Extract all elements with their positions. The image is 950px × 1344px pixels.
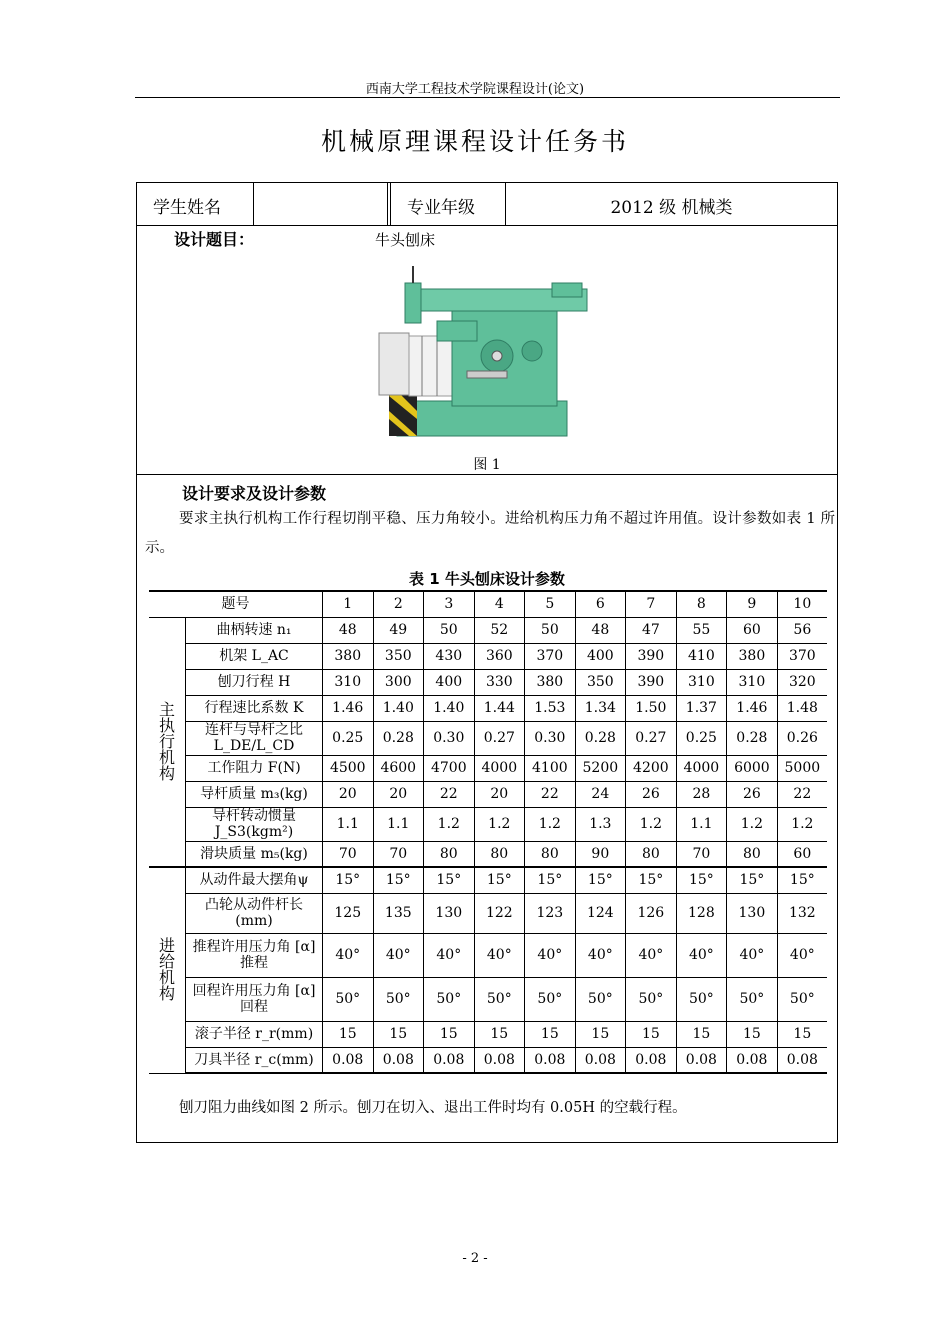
major-label: 专业年级 xyxy=(407,198,475,218)
parameter-value: 15° xyxy=(373,867,424,893)
parameter-value: 1.2 xyxy=(474,807,525,841)
parameter-value: 15 xyxy=(676,1021,727,1047)
table-row xyxy=(149,867,827,893)
parameter-value: 24 xyxy=(575,781,626,807)
parameter-label: 刀具半径 r_c(mm) xyxy=(186,1047,323,1073)
parameter-value: 1.44 xyxy=(474,695,525,721)
parameter-value: 390 xyxy=(626,669,677,695)
parameter-value: 48 xyxy=(575,617,626,643)
parameter-value: 0.08 xyxy=(474,1047,525,1073)
parameter-value: 1.34 xyxy=(575,695,626,721)
parameter-value: 52 xyxy=(474,617,525,643)
parameter-value: 49 xyxy=(373,617,424,643)
parameter-value: 6000 xyxy=(727,755,778,781)
table-row xyxy=(149,893,827,933)
parameter-value: 0.08 xyxy=(424,1047,475,1073)
parameter-value: 50° xyxy=(727,977,778,1021)
parameter-value: 15° xyxy=(575,867,626,893)
table-column-header: 5 xyxy=(525,591,576,617)
parameter-value: 380 xyxy=(525,669,576,695)
parameter-label: 行程速比系数 K xyxy=(186,695,323,721)
parameter-value: 40° xyxy=(424,933,475,977)
parameter-value: 1.1 xyxy=(373,807,424,841)
table-column-header: 1 xyxy=(323,591,374,617)
parameter-value: 50° xyxy=(323,977,374,1021)
parameter-value: 0.08 xyxy=(777,1047,827,1073)
table-column-header: 8 xyxy=(676,591,727,617)
parameter-value: 0.08 xyxy=(575,1047,626,1073)
parameter-value: 122 xyxy=(474,893,525,933)
shaper-machine-image xyxy=(357,261,607,451)
parameter-value: 15 xyxy=(525,1021,576,1047)
parameter-value: 50° xyxy=(424,977,475,1021)
parameter-value: 80 xyxy=(727,841,778,867)
parameter-value: 300 xyxy=(373,669,424,695)
parameter-value: 0.25 xyxy=(676,721,727,755)
parameter-value: 50° xyxy=(575,977,626,1021)
parameter-value: 0.26 xyxy=(777,721,827,755)
parameter-value: 15 xyxy=(575,1021,626,1047)
parameter-value: 20 xyxy=(323,781,374,807)
parameter-value: 310 xyxy=(323,669,374,695)
parameter-value: 4600 xyxy=(373,755,424,781)
parameter-value: 50 xyxy=(424,617,475,643)
table-row xyxy=(149,755,827,781)
parameter-value: 1.50 xyxy=(626,695,677,721)
parameter-value: 410 xyxy=(676,643,727,669)
parameter-value: 15 xyxy=(323,1021,374,1047)
parameter-value: 70 xyxy=(676,841,727,867)
parameter-value: 0.08 xyxy=(323,1047,374,1073)
parameter-value: 0.08 xyxy=(373,1047,424,1073)
section-divider xyxy=(137,474,837,475)
parameter-value: 15° xyxy=(727,867,778,893)
parameter-value: 50° xyxy=(676,977,727,1021)
parameter-value: 4100 xyxy=(525,755,576,781)
info-divider xyxy=(387,183,388,225)
parameter-value: 15° xyxy=(777,867,827,893)
parameter-value: 370 xyxy=(777,643,827,669)
table-row xyxy=(149,841,827,867)
parameter-value: 130 xyxy=(424,893,475,933)
parameter-label: 滑块质量 m₅(kg) xyxy=(186,841,323,867)
parameter-value: 1.2 xyxy=(727,807,778,841)
parameter-value: 80 xyxy=(626,841,677,867)
design-topic-label: 设计题目： xyxy=(174,230,255,249)
table-column-header: 10 xyxy=(777,591,827,617)
table-row xyxy=(149,977,827,1021)
parameter-value: 320 xyxy=(777,669,827,695)
parameter-value: 1.46 xyxy=(323,695,374,721)
parameter-value: 0.27 xyxy=(626,721,677,755)
parameter-value: 1.1 xyxy=(323,807,374,841)
table-header-label: 题号 xyxy=(149,591,323,617)
parameter-value: 360 xyxy=(474,643,525,669)
parameter-label: 导杆质量 m₃(kg) xyxy=(186,781,323,807)
parameter-value: 60 xyxy=(727,617,778,643)
parameter-value: 390 xyxy=(626,643,677,669)
parameter-value: 330 xyxy=(474,669,525,695)
group-label: 主 执 行 机 构 xyxy=(149,617,186,867)
table-caption: 表 1 牛头刨床设计参数 xyxy=(409,570,565,588)
table-row xyxy=(149,643,827,669)
parameter-value: 430 xyxy=(424,643,475,669)
parameter-value: 40° xyxy=(525,933,576,977)
parameter-value: 15 xyxy=(727,1021,778,1047)
parameter-value: 130 xyxy=(727,893,778,933)
parameter-value: 0.27 xyxy=(474,721,525,755)
parameter-value: 0.30 xyxy=(525,721,576,755)
table-row xyxy=(149,807,827,841)
parameter-label: 凸轮从动件杆长 (mm) xyxy=(186,893,323,933)
parameter-label: 连杆与导杆之比 L_DE/L_CD xyxy=(186,721,323,755)
parameter-value: 70 xyxy=(373,841,424,867)
parameter-value: 22 xyxy=(525,781,576,807)
parameter-value: 1.46 xyxy=(727,695,778,721)
parameter-value: 310 xyxy=(727,669,778,695)
parameter-value: 1.2 xyxy=(626,807,677,841)
parameter-value: 1.3 xyxy=(575,807,626,841)
parameter-value: 40° xyxy=(323,933,374,977)
parameter-label: 刨刀行程 H xyxy=(186,669,323,695)
requirements-title: 设计要求及设计参数 xyxy=(182,484,327,503)
parameter-value: 310 xyxy=(676,669,727,695)
parameter-label: 回程许用压力角 [α]回程 xyxy=(186,977,323,1021)
parameter-value: 50° xyxy=(373,977,424,1021)
parameter-value: 123 xyxy=(525,893,576,933)
page-number: - 2 - xyxy=(462,1251,488,1266)
parameter-value: 15° xyxy=(626,867,677,893)
parameter-value: 15 xyxy=(474,1021,525,1047)
parameter-value: 4200 xyxy=(626,755,677,781)
parameter-value: 1.40 xyxy=(373,695,424,721)
parameter-value: 132 xyxy=(777,893,827,933)
parameter-value: 1.2 xyxy=(777,807,827,841)
parameter-value: 26 xyxy=(626,781,677,807)
page-header: 西南大学工程技术学院课程设计(论文) xyxy=(365,82,585,97)
parameter-label: 曲柄转速 n₁ xyxy=(186,617,323,643)
parameter-value: 50° xyxy=(777,977,827,1021)
parameter-value: 125 xyxy=(323,893,374,933)
requirements-text: 要求主执行机构工作行程切削平稳、压力角较小。进给机构压力角不超过许用值。设计参数如表 1 所示。 xyxy=(145,511,835,556)
parameter-value: 80 xyxy=(474,841,525,867)
parameter-label: 从动件最大摆角ψ xyxy=(186,867,323,893)
parameter-value: 0.28 xyxy=(575,721,626,755)
parameter-value: 0.08 xyxy=(525,1047,576,1073)
parameter-value: 4500 xyxy=(323,755,374,781)
parameter-value: 4700 xyxy=(424,755,475,781)
parameter-value: 20 xyxy=(474,781,525,807)
student-name-label: 学生姓名 xyxy=(153,198,221,218)
parameter-value: 350 xyxy=(373,643,424,669)
parameters-table xyxy=(149,590,827,1074)
parameter-value: 128 xyxy=(676,893,727,933)
parameter-value: 40° xyxy=(575,933,626,977)
parameter-value: 0.08 xyxy=(676,1047,727,1073)
task-form xyxy=(136,182,838,1143)
table-column-header: 2 xyxy=(373,591,424,617)
parameter-value: 22 xyxy=(777,781,827,807)
parameter-value: 48 xyxy=(323,617,374,643)
parameter-value: 15 xyxy=(777,1021,827,1047)
table-column-header: 4 xyxy=(474,591,525,617)
parameter-value: 15 xyxy=(373,1021,424,1047)
parameter-value: 90 xyxy=(575,841,626,867)
header-divider xyxy=(135,97,840,98)
table-row xyxy=(149,1021,827,1047)
parameter-value: 0.28 xyxy=(727,721,778,755)
parameter-value: 80 xyxy=(525,841,576,867)
parameter-value: 0.30 xyxy=(424,721,475,755)
parameter-value: 56 xyxy=(777,617,827,643)
parameter-value: 40° xyxy=(676,933,727,977)
document-title: 机械原理课程设计任务书 xyxy=(320,127,629,156)
parameter-value: 15° xyxy=(323,867,374,893)
info-row xyxy=(137,183,837,226)
parameter-value: 5200 xyxy=(575,755,626,781)
parameter-value: 80 xyxy=(424,841,475,867)
parameter-label: 滚子半径 r_r(mm) xyxy=(186,1021,323,1047)
parameter-value: 50° xyxy=(525,977,576,1021)
parameter-value: 20 xyxy=(373,781,424,807)
parameter-value: 15° xyxy=(676,867,727,893)
parameter-value: 40° xyxy=(626,933,677,977)
parameter-value: 70 xyxy=(323,841,374,867)
table-row xyxy=(149,933,827,977)
parameter-value: 0.25 xyxy=(323,721,374,755)
parameter-label: 导杆转动惯量 J_S3(kgm²) xyxy=(186,807,323,841)
parameter-value: 15° xyxy=(525,867,576,893)
parameter-value: 50° xyxy=(626,977,677,1021)
parameter-value: 60 xyxy=(777,841,827,867)
parameter-value: 15° xyxy=(474,867,525,893)
parameter-value: 380 xyxy=(727,643,778,669)
parameter-value: 15 xyxy=(626,1021,677,1047)
parameter-value: 1.37 xyxy=(676,695,727,721)
figure-caption: 图 1 xyxy=(473,457,501,473)
group-label: 进 给 机 构 xyxy=(149,867,186,1073)
parameter-value: 40° xyxy=(777,933,827,977)
parameter-value: 5000 xyxy=(777,755,827,781)
parameter-value: 4000 xyxy=(474,755,525,781)
parameter-value: 4000 xyxy=(676,755,727,781)
table-column-header: 9 xyxy=(727,591,778,617)
parameter-value: 47 xyxy=(626,617,677,643)
parameter-value: 26 xyxy=(727,781,778,807)
parameter-value: 50 xyxy=(525,617,576,643)
table-row xyxy=(149,617,827,643)
info-divider xyxy=(390,183,391,225)
parameter-value: 1.53 xyxy=(525,695,576,721)
table-column-header: 3 xyxy=(424,591,475,617)
parameter-label: 工作阻力 F(N) xyxy=(186,755,323,781)
table-row xyxy=(149,781,827,807)
table-row xyxy=(149,721,827,755)
parameter-value: 126 xyxy=(626,893,677,933)
parameter-value: 40° xyxy=(474,933,525,977)
footnote-text: 刨刀阻力曲线如图 2 所示。刨刀在切入、退出工件时均有 0.05H 的空载行程。 xyxy=(179,1100,687,1116)
parameter-value: 22 xyxy=(424,781,475,807)
parameter-value: 40° xyxy=(373,933,424,977)
parameter-value: 1.1 xyxy=(676,807,727,841)
parameter-value: 1.2 xyxy=(424,807,475,841)
parameter-value: 0.08 xyxy=(626,1047,677,1073)
parameter-value: 350 xyxy=(575,669,626,695)
parameter-value: 1.2 xyxy=(525,807,576,841)
parameter-value: 0.08 xyxy=(727,1047,778,1073)
parameter-value: 50° xyxy=(474,977,525,1021)
parameter-value: 28 xyxy=(676,781,727,807)
major-value: 2012 级 机械类 xyxy=(610,198,733,218)
parameter-value: 380 xyxy=(323,643,374,669)
table-column-header: 6 xyxy=(575,591,626,617)
parameter-value: 40° xyxy=(727,933,778,977)
parameter-label: 推程许用压力角 [α]推程 xyxy=(186,933,323,977)
parameter-value: 135 xyxy=(373,893,424,933)
table-row xyxy=(149,669,827,695)
parameter-value: 1.40 xyxy=(424,695,475,721)
parameter-value: 400 xyxy=(424,669,475,695)
design-topic-value: 牛头刨床 xyxy=(375,231,436,249)
parameter-label: 机架 L_AC xyxy=(186,643,323,669)
parameter-value: 370 xyxy=(525,643,576,669)
table-row xyxy=(149,695,827,721)
table-row xyxy=(149,1047,827,1073)
student-name-value[interactable] xyxy=(254,183,387,225)
parameter-value: 15° xyxy=(424,867,475,893)
parameter-value: 55 xyxy=(676,617,727,643)
parameter-value: 400 xyxy=(575,643,626,669)
parameter-value: 15 xyxy=(424,1021,475,1047)
parameter-value: 124 xyxy=(575,893,626,933)
parameter-value: 0.28 xyxy=(373,721,424,755)
table-column-header: 7 xyxy=(626,591,677,617)
parameter-value: 1.48 xyxy=(777,695,827,721)
